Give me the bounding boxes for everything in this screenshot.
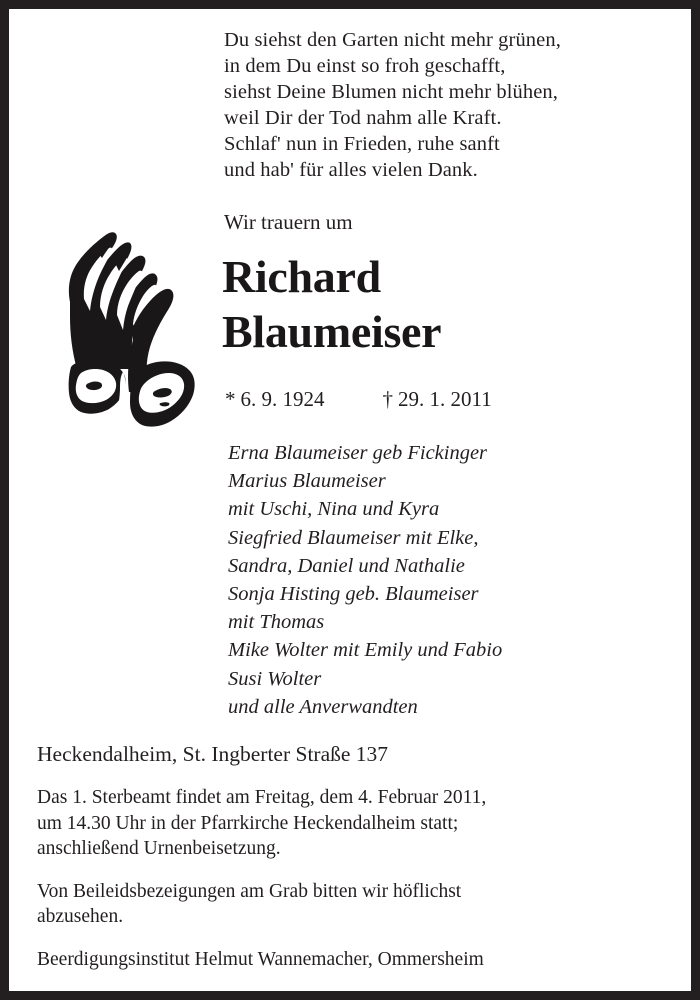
mourning-lead-text: Wir trauern um [224,210,353,234]
memorial-verse [224,27,684,183]
birth-date-value: 6. 9. 1924 [240,387,325,411]
death-cross-icon: † [382,387,393,411]
service-line: um 14.30 Uhr in der Pfarrkirche Heckendalheim statt; [37,812,459,834]
birth-star-icon: * [225,387,236,411]
service-line: anschließend Urnenbeisetzung. [37,838,281,859]
death-date-value: 29. 1. 2011 [398,387,492,411]
service-line: Das 1. Sterbeamt findet am Freitag, dem 4. Februar 2011, [37,787,487,808]
family-line: und alle Anverwandten [228,695,418,718]
family-line: mit Uschi, Nina und Kyra [228,498,440,521]
praying-hands-icon [37,207,202,435]
condolence-line: abzusehen. [37,906,124,927]
family-line: Susi Wolter [228,667,322,690]
family-line: mit Thomas [228,611,325,634]
funeral-home-line: Beerdigungsinstitut Helmut Wannemacher, Ommersheim [37,948,484,970]
deceased-last-name: Blaumeiser [222,306,442,357]
verse-line: weil Dir der Tod nahm alle Kraft. [224,107,502,129]
death-date [383,386,492,413]
verse-line: in dem Du einst so froh geschafft, [224,55,506,77]
verse-line: Schlaf' nun in Frieden, ruhe sanft [224,133,500,155]
family-line: Mike Wolter mit Emily und Fabio [228,639,503,662]
surviving-family-list [228,439,698,721]
family-line: Siegfried Blaumeiser mit Elke, [228,526,479,549]
card-inner [9,9,691,991]
life-dates [225,386,492,413]
birth-date [225,386,325,413]
verse-line: siehst Deine Blumen nicht mehr blühen, [224,81,559,103]
deceased-first-name: Richard [222,251,381,302]
family-line: Marius Blaumeiser [228,470,386,493]
address-line: Heckendalheim, St. Ingberter Straße 137 [37,742,389,766]
deceased-name [222,249,692,359]
service-details [37,785,677,862]
verse-line: und hab' für alles vielen Dank. [224,159,478,181]
family-line: Sandra, Daniel und Nathalie [228,554,465,577]
condolence-line: Von Beileidsbezeigungen am Grab bitten wir höflichst [37,880,462,902]
family-line: Erna Blaumeiser geb Fickinger [228,442,488,464]
condolence-note [37,879,677,930]
verse-line: Du siehst den Garten nicht mehr grünen, [224,29,561,51]
family-line: Sonja Histing geb. Blaumeiser [228,583,479,606]
funeral-details [37,739,677,972]
